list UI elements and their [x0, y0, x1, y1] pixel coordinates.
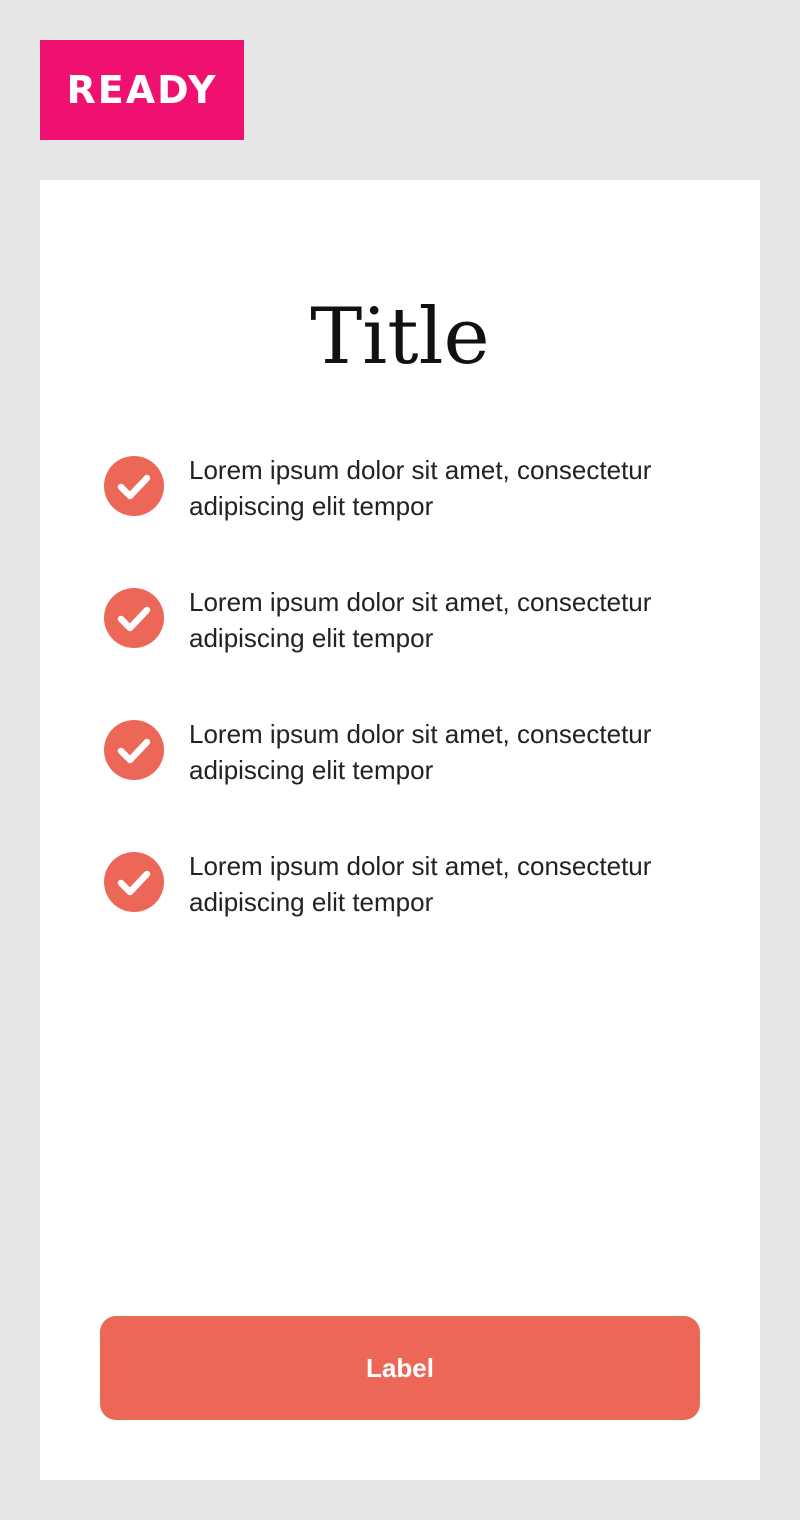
- ready-badge: READY: [40, 40, 244, 140]
- list-item-text: Lorem ipsum dolor sit amet, consectetur adipiscing elit tempor: [189, 455, 652, 521]
- list-item: [104, 716, 704, 796]
- list-item: [104, 584, 704, 664]
- list-item: [104, 452, 704, 532]
- list-item-text: Lorem ipsum dolor sit amet, consectetur adipiscing elit tempor: [189, 587, 652, 653]
- check-circle-icon: [104, 720, 164, 780]
- list-item: [104, 848, 704, 928]
- primary-action-button[interactable]: Label: [100, 1316, 700, 1420]
- check-circle-icon: [104, 852, 164, 912]
- check-circle-icon: [104, 588, 164, 648]
- content-card: [40, 180, 760, 1480]
- list-item-text: Lorem ipsum dolor sit amet, consectetur adipiscing elit tempor: [189, 719, 652, 785]
- list-item-text: Lorem ipsum dolor sit amet, consectetur adipiscing elit tempor: [189, 851, 652, 917]
- page-title: Title: [310, 292, 490, 382]
- check-circle-icon: [104, 456, 164, 516]
